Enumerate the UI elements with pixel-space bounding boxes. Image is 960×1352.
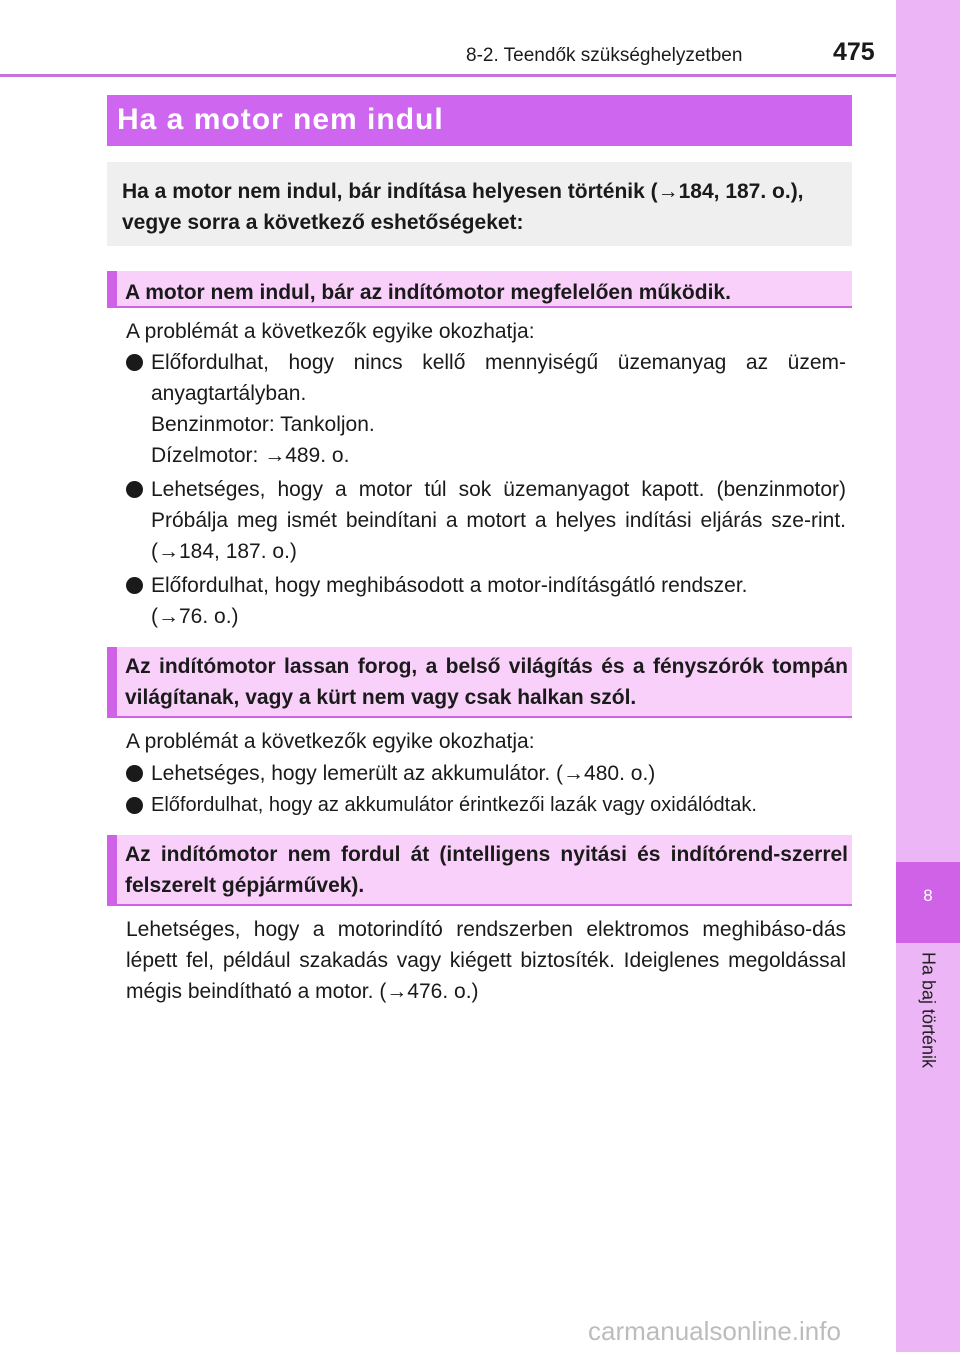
bullet-text: Lehetséges, hogy lemerült az akkumulátor. (→480. o.)	[151, 762, 656, 785]
bullet-text: (→76. o.)	[151, 605, 239, 628]
bullet-icon	[126, 577, 143, 594]
section-heading-1	[107, 271, 852, 308]
bullet-text: Előfordulhat, hogy az akkumulátor érintkezői lazák vagy oxidálódtak.	[151, 794, 757, 816]
bullet-text: Lehetséges, hogy a motor túl sok üzemanyagot kapott. (benzinmotor) Próbálja meg ismét beindítani a motort a helyes indítási eljárás sze-rint. (→184, 187. o.)	[151, 478, 846, 563]
header-rule	[0, 74, 896, 77]
section-lead: A problémát a következők egyike okozhatja:	[126, 730, 535, 753]
bullet-icon	[126, 481, 143, 498]
bullet-icon	[126, 354, 143, 371]
bullet-icon	[126, 765, 143, 782]
bullet-text: Dízelmotor: →489. o.	[151, 444, 350, 467]
bullet-text: Előfordulhat, hogy nincs kellő mennyiségű üzemanyag az üzem-anyagtartályban.	[151, 351, 846, 405]
section-heading-text: Az indítómotor lassan forog, a belső világítás és a fényszórók tompán világítanak, vagy a kürt nem vagy csak halkan szól.	[125, 655, 848, 709]
page-title-bar	[107, 95, 852, 146]
section-body: Lehetséges, hogy a motorindító rendszerben elektromos meghibáso-dás lépett fel, például szakadás vagy kiégett biztosíték. Ideiglenes megoldással mégis beindítható a motor. (→476. o.)	[126, 918, 846, 1003]
watermark: carmanualsonline.info	[588, 1316, 841, 1346]
section-heading-text: A motor nem indul, bár az indítómotor megfelelően működik.	[125, 281, 731, 304]
header-section-title: 8-2. Teendők szükséghelyzetben	[466, 45, 743, 66]
section-lead: A problémát a következők egyike okozhatja:	[126, 320, 535, 343]
list-item	[126, 790, 856, 821]
intro-box	[107, 162, 852, 246]
chapter-label: Ha baj történik	[918, 951, 939, 1069]
list-item	[126, 474, 846, 567]
chapter-number: 8	[896, 862, 960, 943]
chapter-side-tab	[896, 0, 960, 1352]
section-heading-3	[107, 835, 852, 906]
list-item	[126, 570, 846, 632]
bullet-text: Benzinmotor: Tankoljon.	[151, 413, 375, 436]
section-heading-text: Az indítómotor nem fordul át (intelligens nyitási és indítórend-szerrel felszerelt gépjárművek).	[125, 843, 848, 897]
section-heading-2	[107, 647, 852, 718]
intro-text: Ha a motor nem indul, bár indítása helyesen történik (→184, 187. o.), vegye sorra a következő eshetőségeket:	[122, 180, 804, 234]
bullet-text: Előfordulhat, hogy meghibásodott a motor-indításgátló rendszer.	[151, 574, 748, 597]
bullet-icon	[126, 797, 143, 814]
list-item	[126, 758, 846, 789]
list-item	[126, 347, 846, 471]
page-title: Ha a motor nem indul	[117, 103, 444, 136]
page-number: 475	[833, 38, 875, 66]
